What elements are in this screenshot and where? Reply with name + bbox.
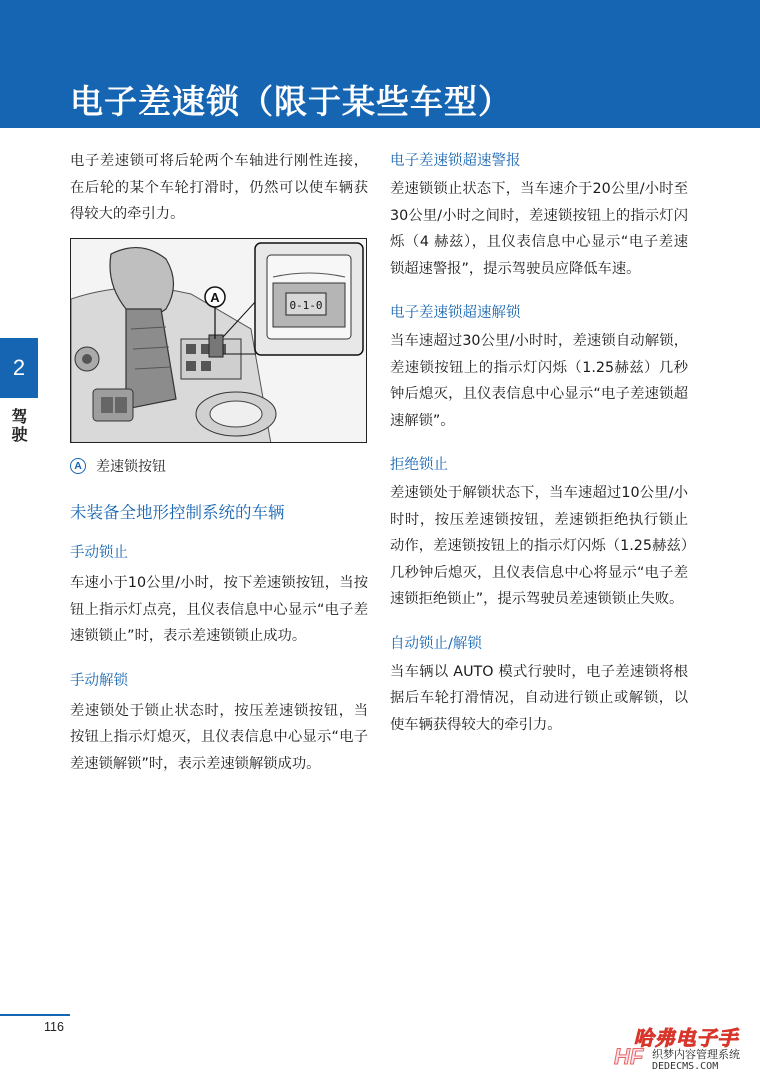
figure-caption xyxy=(70,456,166,476)
refuse-lock-title: 拒绝锁止 xyxy=(390,457,448,473)
console-illustration xyxy=(71,239,367,443)
watermark-name: 织梦内容管理系统 xyxy=(652,1048,740,1061)
watermark-logo-mark: HF xyxy=(614,1044,644,1069)
auto-body: 当车辆以 AUTO 模式行驶时，电子差速锁将根据后车轮打滑情况，自动进行锁止或解锁，以使车辆获得较大的牵引力。 xyxy=(390,663,688,733)
right-column xyxy=(390,148,688,738)
auto-title: 自动锁止/解锁 xyxy=(390,635,482,652)
overspeed-unlock-title: 电子差速锁超速解锁 xyxy=(390,305,521,321)
page-number: 116 xyxy=(44,1020,64,1034)
intro-paragraph: 电子差速锁可将后轮两个车轴进行刚性连接，在后轮的某个车轮打滑时，仍然可以使车辆获得较大的牵引力。 xyxy=(70,153,368,222)
page-header xyxy=(0,0,760,128)
figure-callout-a: A xyxy=(210,290,220,305)
overspeed-unlock-body: 当车速超过30公里/小时时，差速锁自动解锁，差速锁按钮上的指示灯闪烁（1.25赫兹）几秒钟后熄灭，且仪表信息中心显示“电子差速锁超速解锁”。 xyxy=(390,333,688,429)
watermark-logo: 哈弗电子手 xyxy=(633,1026,739,1050)
overspeed-warning-title: 电子差速锁超速警报 xyxy=(390,153,521,169)
chapter-label: 驾驶 xyxy=(9,408,28,444)
diff-lock-figure xyxy=(70,238,367,443)
manual-unlock-title: 手动解锁 xyxy=(70,672,128,689)
caption-badge: A xyxy=(70,458,86,474)
manual-lock-body: 车速小于10公里/小时，按下差速锁按钮，当按钮上指示灯点亮，且仪表信息中心显示“电子差速锁锁止”时，表示差速锁锁止成功。 xyxy=(70,575,368,644)
watermark xyxy=(612,1020,760,1078)
left-column xyxy=(70,148,368,228)
page-title: 电子差速锁（限于某些车型） xyxy=(70,82,512,121)
chapter-tab: 2 xyxy=(0,338,38,398)
left-sections xyxy=(70,500,368,777)
manual-lock-title: 手动锁止 xyxy=(70,545,128,561)
watermark-url: DEDECMS.COM xyxy=(652,1061,719,1072)
section-title: 未装备全地形控制系统的车辆 xyxy=(70,503,285,522)
caption-text: 差速锁按钮 xyxy=(96,459,166,475)
footer-rule xyxy=(0,1014,70,1016)
diff-lock-button-icon: 0-1-0 xyxy=(289,299,323,312)
overspeed-warning-body: 差速锁锁止状态下，当车速介于20公里/小时至30公里/小时之间时，差速锁按钮上的指示灯闪烁（4 赫兹），且仪表信息中心显示“电子差速锁超速警报”，提示驾驶员应降低车速。 xyxy=(390,181,688,277)
refuse-lock-body: 差速锁处于解锁状态下，当车速超过10公里/小时时，按压差速锁按钮，差速锁拒绝执行锁止动作，差速锁按钮上的指示灯闪烁（1.25赫兹）几秒钟后熄灭，且仪表信息中心将显示“电子差速锁拒绝锁止”，提示驾驶员差速锁锁止失败。 xyxy=(390,485,688,607)
manual-unlock-body: 差速锁处于锁止状态时，按压差速锁按钮，当按钮上指示灯熄灭，且仪表信息中心显示“电子差速锁解锁”时，表示差速锁解锁成功。 xyxy=(70,702,368,772)
